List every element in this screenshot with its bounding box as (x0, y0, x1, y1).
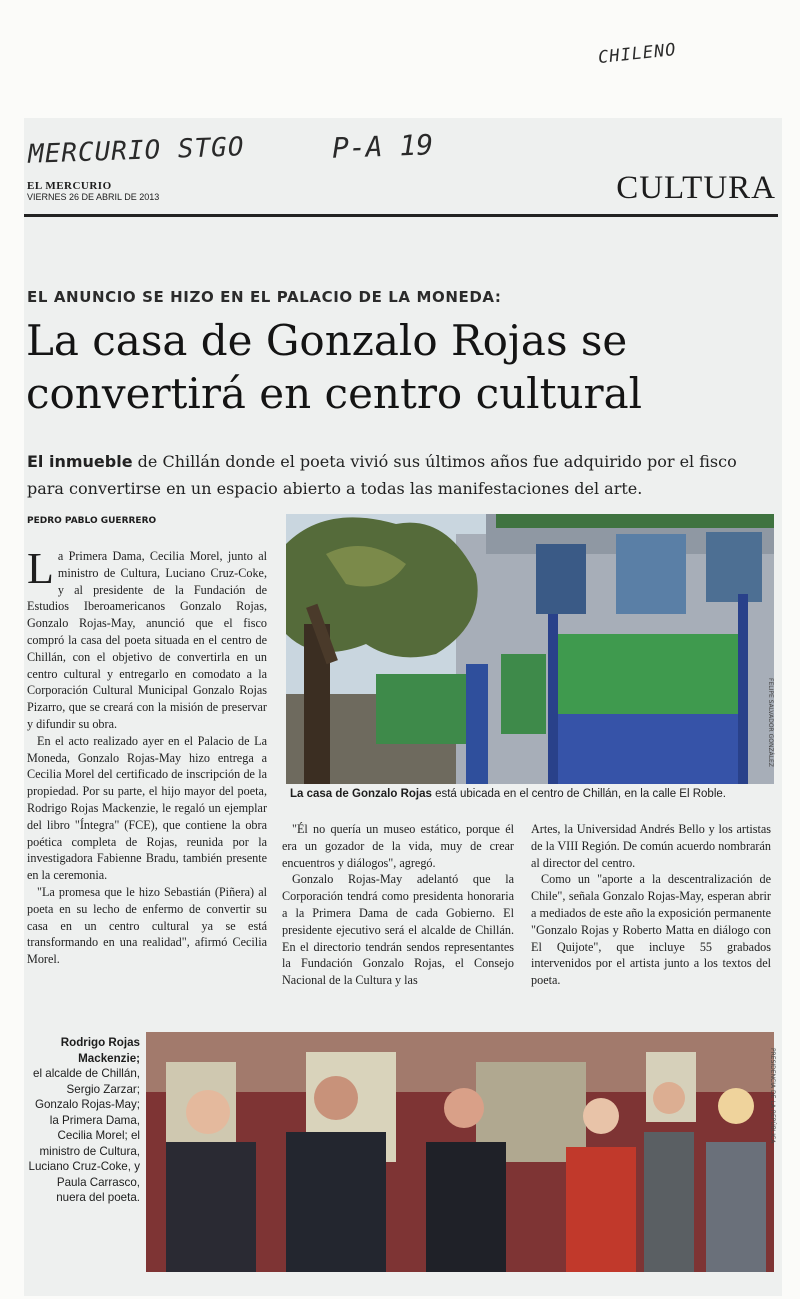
handwritten-source: MERCURIO STGO (27, 132, 245, 170)
photo-credit: FELIPE SALVADOR GONZÁLEZ (767, 678, 774, 767)
ceremony-photo-caption (28, 1035, 140, 1206)
handwritten-page: P-A 19 (331, 128, 434, 165)
lede-text: de Chillán donde el poeta vivió sus últimos años fue adquirido por el fisco para convertirse en un espacio abierto a todas las manifestaciones del arte. (27, 452, 737, 498)
masthead: EL MERCURIO (27, 180, 112, 192)
paragraph: "La promesa que le hizo Sebastián (Piñera) al poeta en su lecho de enfermo de convertir su casa en un centro cultural ya se está transformando en una realidad", afirmó Cecilia Morel. (27, 884, 267, 967)
house-photo (286, 514, 774, 784)
headline: La casa de Gonzalo Rojas se convertirá en centro cultural (26, 316, 643, 418)
header-rule (24, 214, 778, 217)
paragraph: "Él no quería un museo estático, porque él era un gozador de la vida, muy de crear encuentros y diálogos", agregó. (282, 822, 514, 870)
section-title: CULTURA (616, 170, 776, 206)
drop-cap: L (27, 544, 54, 593)
paragraph: En el acto realizado ayer en el Palacio de La Moneda, Gonzalo Rojas-May hizo entrega a Cecilia Morel del certificado de inscripción de la propiedad. Por su parte, el hijo mayor del poeta, Rodrigo Rojas Mackenzie, le regaló un ejemplar del libro "Íntegra" (FCE), que contiene la obra poética completa de Rojas, reunida por la investigadora Fabienne Bradu, también presente en la ceremonia. (27, 733, 267, 883)
ceremony-photo (146, 1032, 774, 1272)
handwritten-note-top: CHILENO (597, 39, 678, 69)
caption-text: está ubicada en el centro de Chillán, en la calle El Roble. (431, 788, 726, 800)
article-column-3 (531, 821, 771, 989)
caption-bold: Rodrigo Rojas Mackenzie; (60, 1036, 140, 1065)
house-photo-caption (290, 788, 780, 800)
paragraph: a Primera Dama, Cecilia Morel, junto al ministro de Cultura, Luciano Cruz-Coke, y al presidente de la Fundación de Estudios Iberoamericanos Gonzalo Rojas, Gonzalo Rojas-May, anunció que el fisco compró la casa del poeta situada en el centro de Chillán, con el objetivo de convertirla en un centro cultural y entregarlo en comodato a la Corporación Cultural Municipal Gonzalo Rojas Pizarro, que se creará con la misión de preservar y difundir su obra. (27, 549, 267, 731)
byline: PEDRO PABLO GUERRERO (27, 516, 157, 526)
photo-credit: PRESIDENCIA DE LA REPÚBLICA (769, 1048, 776, 1144)
article-column-2 (282, 821, 514, 989)
lede-bold: El inmueble (27, 452, 133, 471)
paragraph: Como un "aporte a la descentralización de Chile", señala Gonzalo Rojas-May, esperan abrir a mediados de este año la exposición permanente "Gonzalo Rojas y Roberto Matta en diálogo con El Quijote", que incluye 55 grabados intervenidos por el artista junto a los textos del poeta. (531, 872, 771, 988)
publication-date: VIERNES 26 DE ABRIL DE 2013 (27, 192, 160, 202)
lede (27, 448, 772, 502)
article-column-1 (27, 544, 267, 968)
caption-text: el alcalde de Chillán, Sergio Zarzar; Gonzalo Rojas-May; la Primera Dama, Cecilia Morel; el ministro de Cultura, Luciano Cruz-Coke, y Paula Carrasco, nuera del poeta. (28, 1067, 140, 1204)
paragraph: Gonzalo Rojas-May adelantó que la Corporación tendrá como presidenta honoraria a la Primera Dama de cada Gobierno. El presidente ejecutivo será el alcalde de Chillán. En el directorio tendrán sendos representantes la Fundación Gonzalo Rojas, el Consejo Nacional de la Cultura y las (282, 872, 514, 988)
paragraph: Artes, la Universidad Andrés Bello y los artistas de la VIII Región. De común acuerdo nombrarán al director del centro. (531, 822, 771, 870)
newspaper-clipping (24, 118, 782, 1296)
kicker: EL ANUNCIO SE HIZO EN EL PALACIO DE LA MONEDA: (27, 288, 502, 306)
caption-bold: La casa de Gonzalo Rojas (290, 788, 432, 800)
